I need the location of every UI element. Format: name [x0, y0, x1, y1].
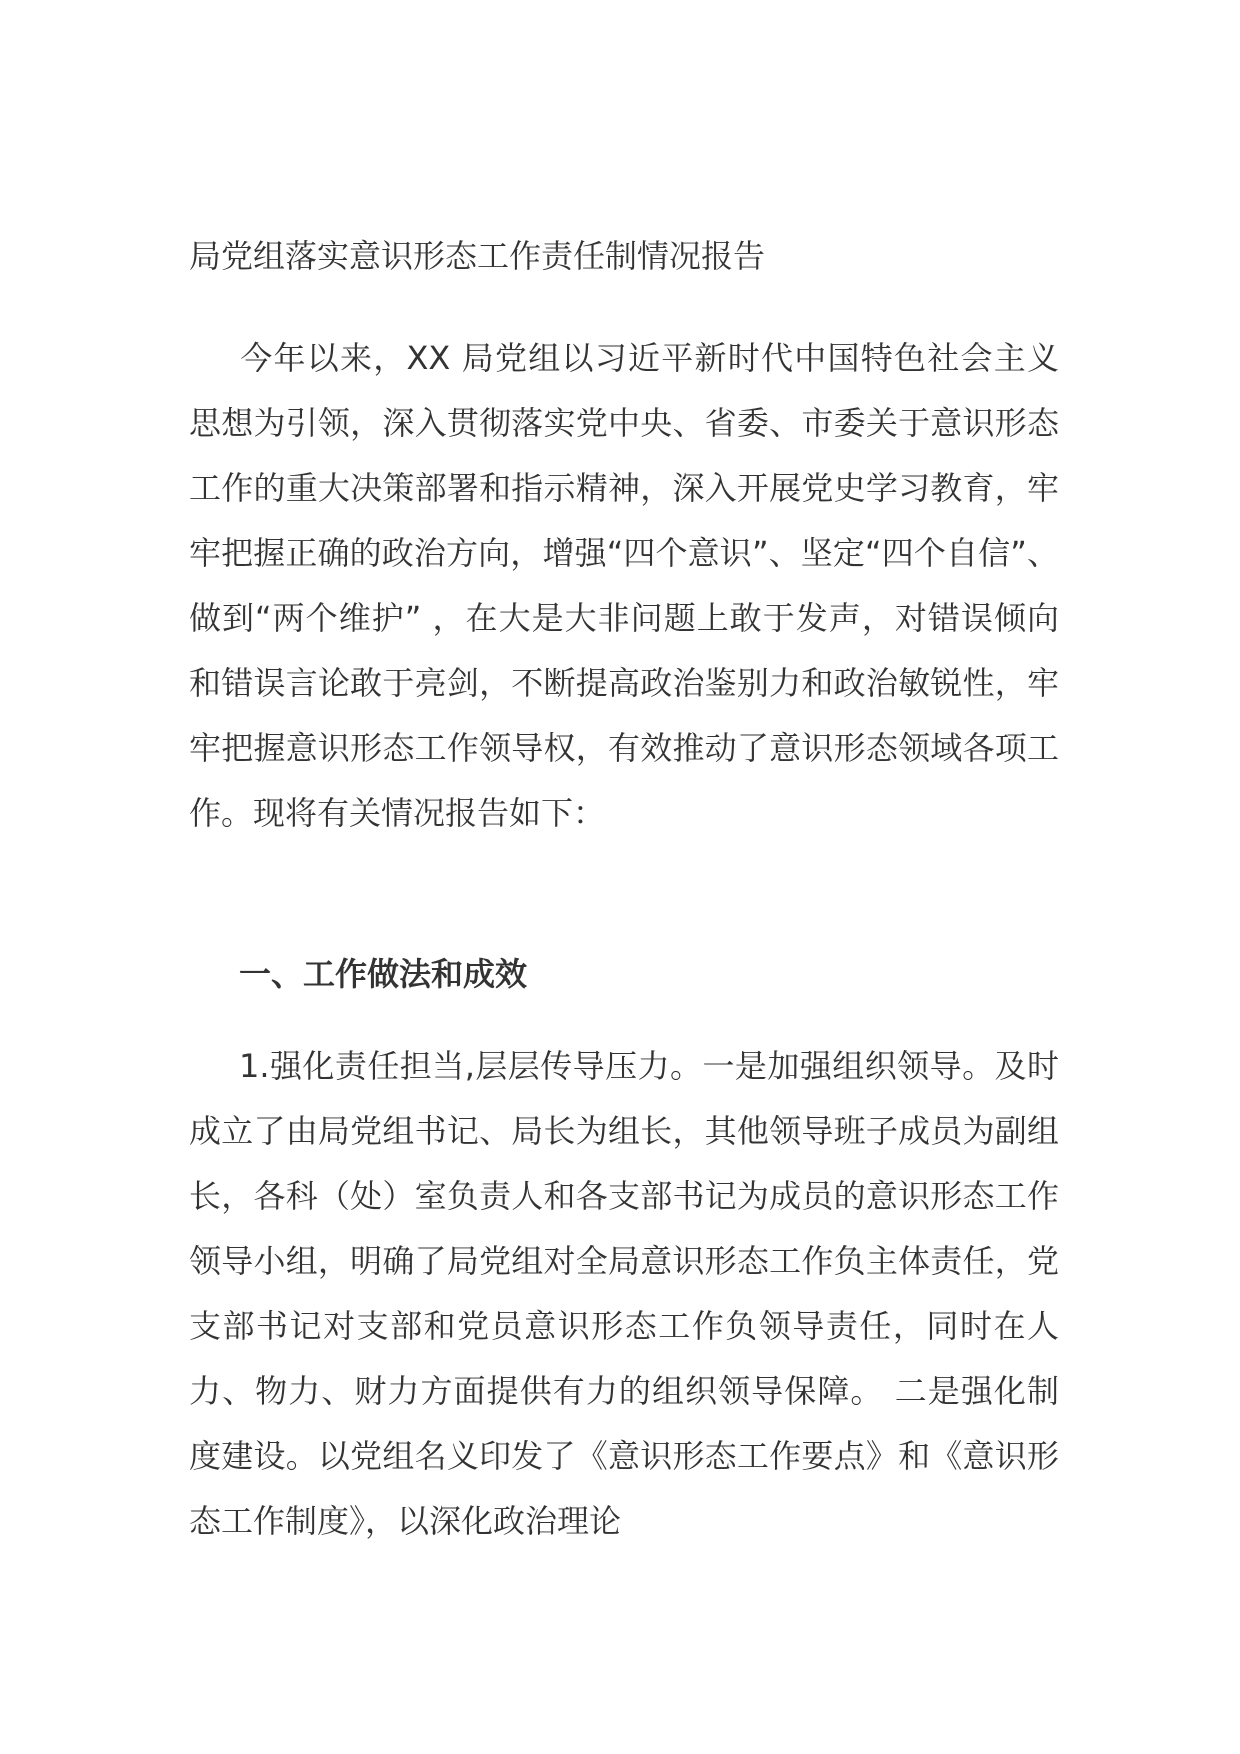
section-heading: 一、工作做法和成效 — [239, 955, 528, 993]
document-title: 局党组落实意识形态工作责任制情况报告 — [189, 237, 766, 275]
intro-paragraph-text: 今年以来，XX 局党组以习近平新时代中国特色社会主义思想为引领，深入贯彻落实党中央、省委、市委关于意识形态工作的重大决策部署和指示精神，深入开展党史学习教育，牢牢把握正确的政治方向，增强“四个意识”、坚定“四个自信”、做到“两个维护” ，在大是大非问题上敢于发声，对错误倾向和错误言论敢于亮剑，不断提高政治鉴别力和政治敏锐性，牢牢把握意识形态工作领导权，有效推动了意识形态领域各项工作。现将有关情况报告如下： — [189, 339, 1059, 832]
section-paragraph — [189, 1034, 1059, 1554]
intro-paragraph — [189, 326, 1059, 846]
section-paragraph-text: 1.强化责任担当,层层传导压力。一是加强组织领导。及时成立了由局党组书记、局长为组长，其他领导班子成员为副组长，各科（处）室负责人和各支部书记为成员的意识形态工作领导小组，明确了局党组对全局意识形态工作负主体责任，党支部书记对支部和党员意识形态工作负领导责任，同时在人力、物力、财力方面提供有力的组织领导保障。 二是强化制度建设。以党组名义印发了《意识形态工作要点》和《意识形态工作制度》，以深化政治理论 — [189, 1047, 1059, 1540]
